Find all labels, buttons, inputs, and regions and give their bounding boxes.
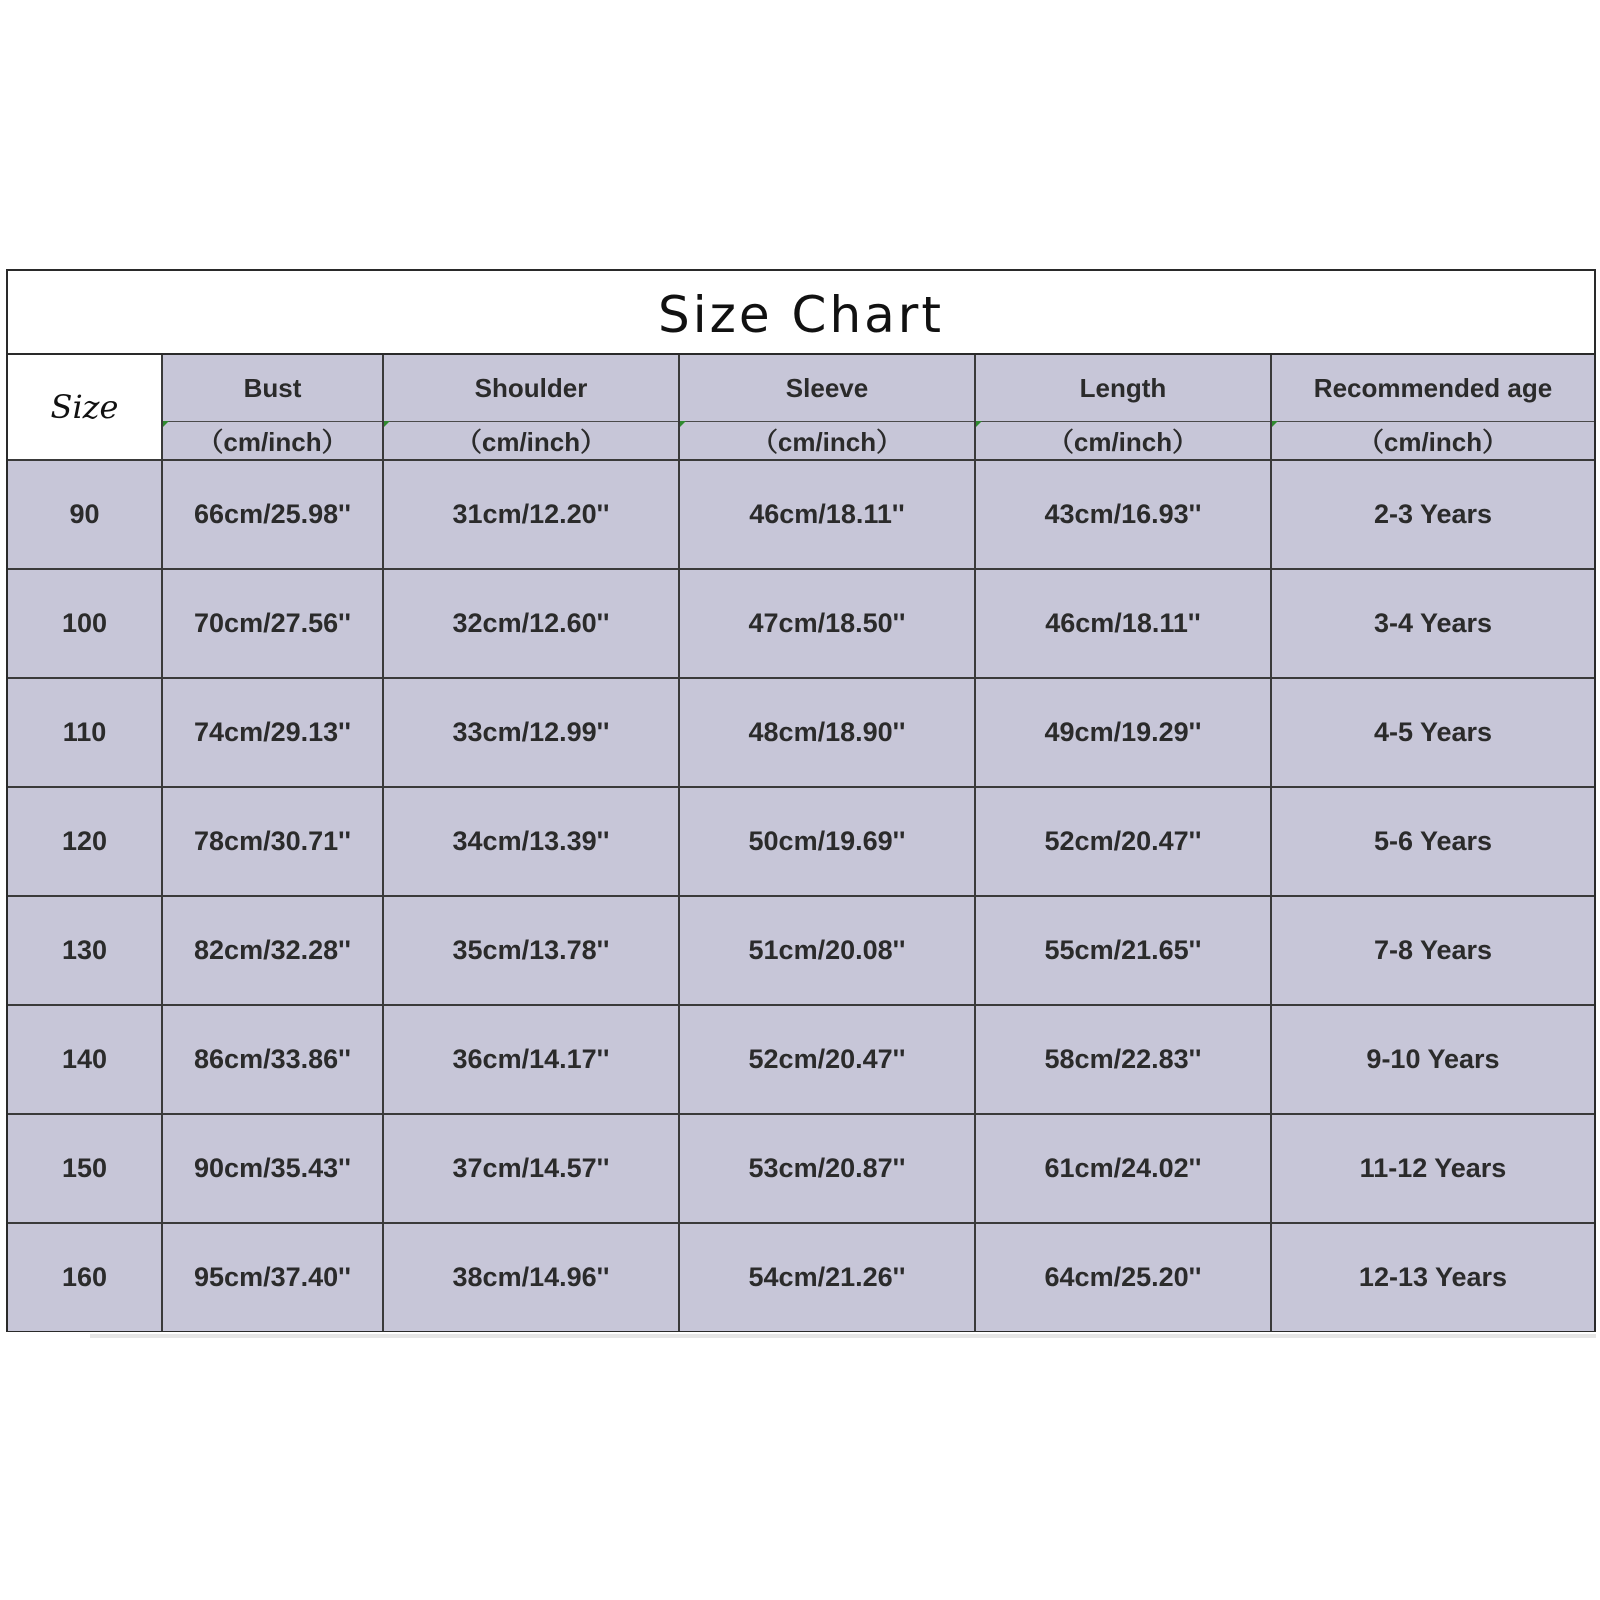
cell-bust: 82cm/32.28''	[162, 896, 383, 1005]
cell-length: 58cm/22.83''	[975, 1005, 1271, 1114]
size-cell: 90	[8, 460, 162, 569]
size-table-body	[8, 355, 1594, 1331]
cell-recommended-age: 3-4 Years	[1271, 569, 1594, 678]
cell-bust: 66cm/25.98''	[162, 460, 383, 569]
cell-shoulder: 34cm/13.39''	[383, 787, 679, 896]
cell-recommended-age: 11-12 Years	[1271, 1114, 1594, 1223]
cell-recommended-age: 9-10 Years	[1271, 1005, 1594, 1114]
table-row	[8, 1005, 1594, 1114]
bottom-shadow	[90, 1334, 1596, 1338]
column-header-bust: Bust	[162, 355, 383, 422]
cell-sleeve: 46cm/18.11''	[679, 460, 975, 569]
cell-length: 55cm/21.65''	[975, 896, 1271, 1005]
column-header-length: Length	[975, 355, 1271, 422]
size-header: Size	[8, 355, 162, 460]
cell-bust: 90cm/35.43''	[162, 1114, 383, 1223]
size-cell: 120	[8, 787, 162, 896]
cell-recommended-age: 2-3 Years	[1271, 460, 1594, 569]
cell-recommended-age: 5-6 Years	[1271, 787, 1594, 896]
cell-sleeve: 47cm/18.50''	[679, 569, 975, 678]
unit-row	[8, 422, 1594, 461]
cell-shoulder: 36cm/14.17''	[383, 1005, 679, 1114]
unit-sleeve: （cm/inch）	[679, 422, 975, 461]
cell-shoulder: 38cm/14.96''	[383, 1223, 679, 1331]
cell-bust: 78cm/30.71''	[162, 787, 383, 896]
table-row	[8, 1114, 1594, 1223]
title-row	[8, 271, 1594, 355]
cell-length: 64cm/25.20''	[975, 1223, 1271, 1331]
cell-bust: 70cm/27.56''	[162, 569, 383, 678]
unit-recommended-age: （cm/inch）	[1271, 422, 1594, 461]
unit-length: （cm/inch）	[975, 422, 1271, 461]
cell-recommended-age: 12-13 Years	[1271, 1223, 1594, 1331]
cell-sleeve: 51cm/20.08''	[679, 896, 975, 1005]
size-cell: 100	[8, 569, 162, 678]
unit-bust: （cm/inch）	[162, 422, 383, 461]
size-table	[8, 355, 1594, 1331]
cell-recommended-age: 4-5 Years	[1271, 678, 1594, 787]
chart-title: Size Chart	[658, 286, 944, 344]
cell-bust: 95cm/37.40''	[162, 1223, 383, 1331]
cell-sleeve: 54cm/21.26''	[679, 1223, 975, 1331]
size-chart	[6, 269, 1596, 1332]
cell-bust: 74cm/29.13''	[162, 678, 383, 787]
unit-shoulder: （cm/inch）	[383, 422, 679, 461]
table-row	[8, 787, 1594, 896]
size-cell: 160	[8, 1223, 162, 1331]
cell-sleeve: 50cm/19.69''	[679, 787, 975, 896]
column-header-recommended-age: Recommended age	[1271, 355, 1594, 422]
cell-sleeve: 52cm/20.47''	[679, 1005, 975, 1114]
size-cell: 130	[8, 896, 162, 1005]
cell-shoulder: 31cm/12.20''	[383, 460, 679, 569]
table-row	[8, 678, 1594, 787]
size-cell: 110	[8, 678, 162, 787]
size-cell: 150	[8, 1114, 162, 1223]
cell-length: 61cm/24.02''	[975, 1114, 1271, 1223]
column-header-sleeve: Sleeve	[679, 355, 975, 422]
cell-sleeve: 53cm/20.87''	[679, 1114, 975, 1223]
table-row	[8, 1223, 1594, 1331]
cell-length: 52cm/20.47''	[975, 787, 1271, 896]
cell-recommended-age: 7-8 Years	[1271, 896, 1594, 1005]
cell-shoulder: 33cm/12.99''	[383, 678, 679, 787]
cell-bust: 86cm/33.86''	[162, 1005, 383, 1114]
cell-length: 43cm/16.93''	[975, 460, 1271, 569]
table-row	[8, 460, 1594, 569]
cell-shoulder: 35cm/13.78''	[383, 896, 679, 1005]
header-row	[8, 355, 1594, 422]
column-header-shoulder: Shoulder	[383, 355, 679, 422]
table-row	[8, 569, 1594, 678]
cell-shoulder: 32cm/12.60''	[383, 569, 679, 678]
cell-sleeve: 48cm/18.90''	[679, 678, 975, 787]
table-row	[8, 896, 1594, 1005]
cell-shoulder: 37cm/14.57''	[383, 1114, 679, 1223]
cell-length: 49cm/19.29''	[975, 678, 1271, 787]
size-cell: 140	[8, 1005, 162, 1114]
cell-length: 46cm/18.11''	[975, 569, 1271, 678]
